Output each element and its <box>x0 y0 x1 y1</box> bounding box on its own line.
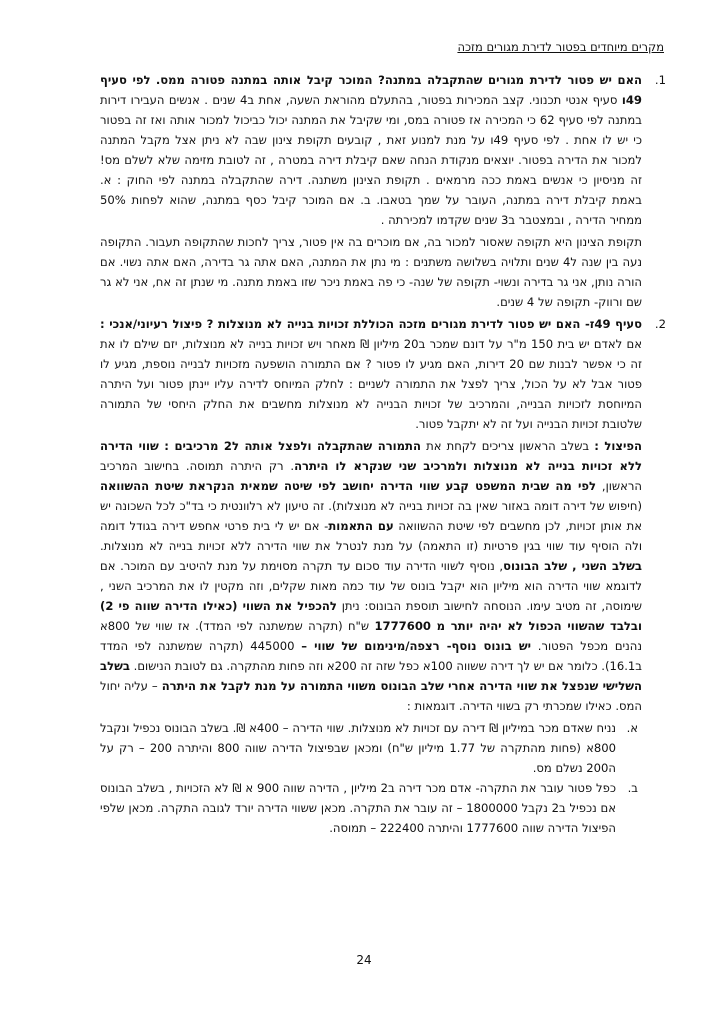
paragraph <box>100 436 642 716</box>
bold-text: האם יש פטור לדירת מגורים שהתקבלה במתנה? המוכר קיבל אותה במתנה פטורה ממס. <box>155 73 642 87</box>
paragraph <box>100 232 642 312</box>
body-text: תקופת הצינון היא תקופה שאסור למכור בה, אם מוכרים בה אין פטור, צריך לחכות שהתקופה תעבור. התקופה נעה בין שנה ל4 שנים ותלויה בשלושה משתנים : מי נתן את המתנה, האם אתה גר בדירה, האם אתה נשוי. אם הורה נותן, אני גר בדירה ונשוי- תקופה של שנה- כי פה באמת ניכר שזו באמת מתנה. מי שנתן זה אח, אני לא גר שם ורווק- תקופה של 4 שנים. <box>100 235 642 309</box>
body-text: - אם יש לי בית פרטי אחפש דירה בגודל דומה ולה הוסיף עוד שווי בגין פרטיות (זו התאמה) על מנת לנטרל את שווי הדירה ללא זכויות בנייה לא מנוצלות. <box>100 519 642 553</box>
body-text: , נוסיף לשווי הדירה עוד סכום עד תקרה מסוימת על מנת להיטיב עם המוכר. אם לדוגמא שווי הדירה הוא מיליון הוא יקבל בונוס של עוד כמה מאות שקלים, וזה מקטין לו את המרכיב השני , שימוסה, זה מטיב עימו. הנוסחה לחישוב תוספת הבונוס: ניתן <box>100 559 643 613</box>
section-number: 2. <box>654 317 666 331</box>
example-item <box>100 718 642 778</box>
section-item <box>100 314 666 838</box>
page-header: מקרים מיוחדים בפטור לדירת מגורים מזכה <box>457 40 664 54</box>
bold-text: עם התאמות <box>328 519 394 533</box>
body-text: . רק היתרה תמוסה. בחישוב המרכיב הראשון, <box>100 459 642 493</box>
example-item <box>100 778 642 838</box>
example-letter: א. <box>626 721 638 735</box>
bold-text: להכפיל את השווי (כאילו הדירה שווה פי 2) ובלבד שהשווי הכפול לא יהיה יותר מ 1777600 <box>100 599 642 633</box>
body-text: אם לאדם יש בית 150 מ"ר על דונם שמכר ב20 מיליון ₪ מאחר ויש זכויות בנייה לא מנוצלות, יזם שילם לו את זה כי אפשר לבנות שם 20 דירות, האם מגיע לו פטור ? אם התמורה הושפעה מזכויות לבנייה נוספת, מגיע לו פטור אבל לא על הכול, צריך לפצל את התמורה לשניים : לחלק המיוחס לדירה עליו יינתן פטור ועל היתרה המיוחסת לזכויות הבנייה, והמרכיב של זכויות הבנייה לא מנוצלות מחשבים את החלק היחסי של התמורה שלטובת זכויות הבנייה ועל זה לא יתקבל פטור. <box>100 337 642 431</box>
body-text: – עליה יחול המס. כאילו שמכרתי רק בשווי הדירה. דוגמאות : <box>100 679 642 713</box>
section-item <box>100 70 666 312</box>
bold-text: בשלב השני , שלב הבונוס <box>503 559 642 573</box>
page-number: 24 <box>356 953 372 967</box>
bold-text: בשלב השלישי שנפצל את שווי הדירה אחרי שלב הבונוס משווי התמורה על מנת לקבל את היתרה <box>100 659 642 693</box>
bold-text: לפי מה שבית המשפט קבע שווי הדירה יחושב לפי שיטה שמאית הנקראת שיטת ההשוואה <box>100 479 597 493</box>
paragraph <box>100 70 642 230</box>
bold-text: התמורה שהתקבלה ולפצל אותה ל2 מרכיבים : שווי הדירה ללא זכויות בנייה לא מנוצלות ולמרכיב שני שנקרא לו היתרה <box>100 439 642 473</box>
body-text: 445000 (תקרה שמשתנה לפי המדד ב16.1). כלומר אם יש לך דירה ששווה 100א כפל שזה זה 200א וזה פחות מהתקרה. גם לטובת הנישום. <box>100 639 642 673</box>
body-text: ש"ח (תקרה שמשתנה לפי המדד). אז שווי של 800א נהנים מכפל הפטור. <box>100 619 642 653</box>
bold-text: סעיף 49ז- האם יש פטור לדירת מגורים מזכה הכוללת זכויות בנייה לא מנוצלות ? פיצול רעיוני/אנכי : <box>100 317 642 331</box>
document-body <box>100 70 666 840</box>
bold-text: יש בונוס נוסף- רצפה/מינימום של שווי – <box>301 639 532 653</box>
bold-text: הפיצול : <box>594 439 642 453</box>
body-text: סעיף אנטי תכנוני. קצב המכירות בפטור, בהתעלם מהוראת השעה, אחת ב4 שנים . אנשים העבירו דירות במתנה לפי סעיף 62 כי המכירה אז פטורה במס, ומי שקיבל את המתנה יכול כביכול למכור אותה ואז זה בפטור כי יש לו אחת . לפי סעיף 49ו על מנת למנוע זאת , קובעים תקופת צינון שבה לא ניתן אצל מקבל המתנה למכור את הדירה בפטור. יוצאים מנקודת הנחה שאם קיבלת דירה במטרה , זה לטובת מזימה שלא לשלם מס! זה מניסיון כי אנשים באמת ככה מרמאים . תקופת הצינון משתנה. דירה שהתקבלה במתנה לפי החוק : א. באמת קיבלת דירה במתנה, העובר על שמך בטאבו. ב. אם המוכר קיבל כסף במתנה, שהוא לפחות 50% ממחיר הדירה , ובמצטבר ב3 שנים שקדמו למכירתה . <box>100 93 643 227</box>
section-number: 1. <box>654 73 666 87</box>
bold-text: לפי סעיף 49ו <box>100 73 642 107</box>
body-text: בשלב הראשון צריכים לקחת את <box>420 439 595 453</box>
paragraph <box>100 314 642 434</box>
body-text: (חיפוש של דירה דומה באזור שאין בה זכויות בנייה לא מנוצלות). זה טיעון לא רלוונטית כי בד"כ לכל השכונה יש את אותן זכויות, לכן מחשבים לפי שיטת ההשוואה <box>100 499 642 533</box>
example-text: כפל פטור עובר את התקרה- אדם מכר דירה ב2 מיליון , הדירה שווה 900 א ₪ לא הזכויות , בשלב הבונוס אם נכפיל ב2 נקבל 1800000 – זה עובר את התקרה. מכאן ששווי הדירה יורד לגובה התקרה. מכאן שלפי הפיצול הדירה שווה 1777600 והיתרה 222400 – תמוסה. <box>100 781 617 835</box>
example-letter: ב. <box>627 781 638 795</box>
example-text: נניח שאדם מכר במיליון ₪ דירה עם זכויות לא מנוצלות. שווי הדירה – 400א ₪. בשלב הבונוס נכפיל ונקבל 800א (פחות מהתקרה של 1.77 מיליון ש"ח) ומכאן שבפיצול הדירה שווה 800 והיתרה 200 – רק על ה200 נשלם מס. <box>100 721 616 775</box>
